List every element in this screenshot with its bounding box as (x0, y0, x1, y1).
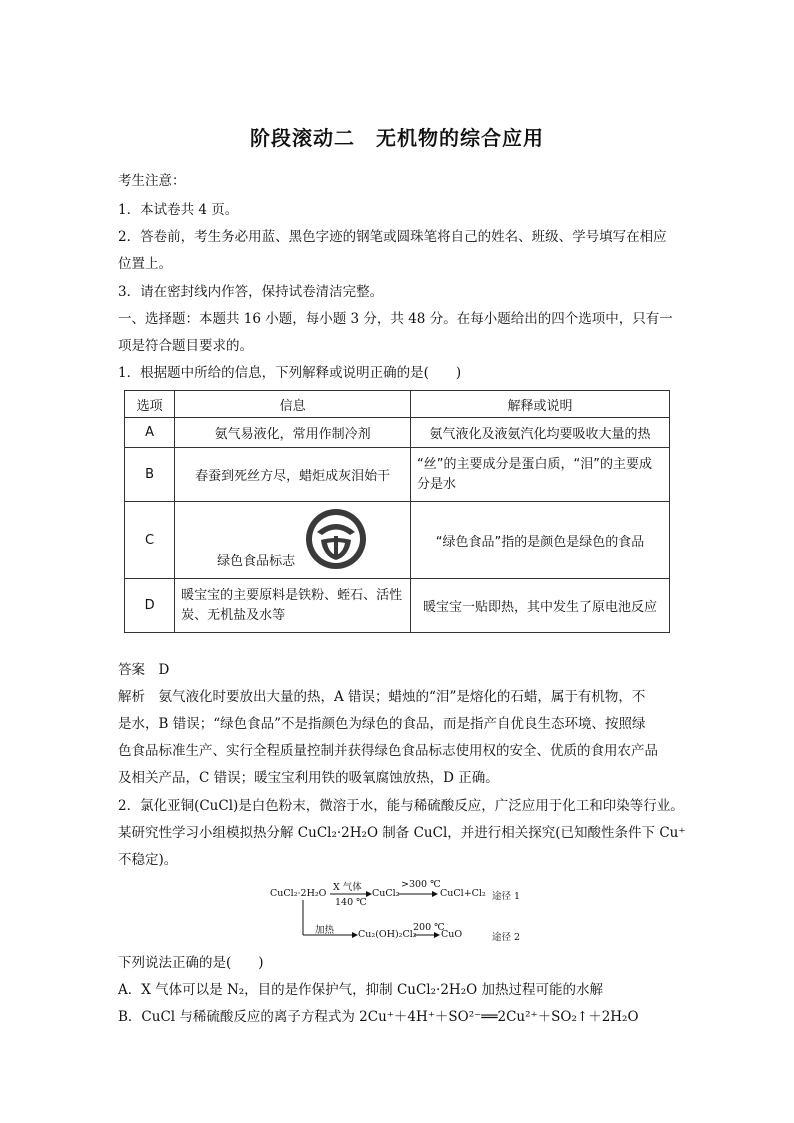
answer: 答案 D (118, 662, 170, 678)
scheme-branch-label: 加热 (315, 925, 335, 936)
question-1-stem: 1．根据题中所给的信息，下列解释或说明正确的是( ) (118, 365, 462, 381)
option-cell: A (125, 418, 175, 448)
notice-item: 2．答卷前，考生务必用蓝、黑色字迹的钢笔或圆珠笔将自己的姓名、班级、学号填写在相应 (118, 229, 667, 245)
question-2-stem: 不稳定)。 (118, 852, 178, 868)
option-a: A．X 气体可以是 N₂，目的是作保护气，抑制 CuCl₂·2H₂O 加热过程可能的水解 (118, 982, 603, 998)
scheme-arrow2-temp: >300 ℃ (401, 879, 441, 890)
table-row (125, 418, 670, 448)
section-instructions: 一、选择题：本题共 16 小题，每小题 3 分，共 48 分。在每小题给出的四个选项中，只有一 (118, 311, 673, 327)
explanation-cell: 氨气液化及液氨汽化均要吸收大量的热 (411, 418, 670, 448)
table-header: 选项 (125, 391, 175, 418)
green-food-logo-label: 绿色食品标志 (217, 554, 296, 569)
option-cell: D (125, 579, 175, 633)
scheme-intermediate: Cu₂(OH)₂Cl₂ (358, 929, 417, 940)
option-cell: B (125, 448, 175, 502)
info-cell: 春蚕到死丝方尽，蜡炬成灰泪始干 (175, 448, 411, 502)
analysis-line: 及相关产品，C 错误；暖宝宝利用铁的吸氧腐蚀放热，D 正确。 (118, 770, 499, 786)
explanation-cell: “绿色食品”指的是颜色是绿色的食品 (411, 502, 670, 579)
explanation-cell: 暖宝宝一贴即热，其中发生了原电池反应 (411, 579, 670, 633)
info-cell: 暖宝宝的主要原料是铁粉、蛭石、活性炭、无机盐及水等 (175, 579, 411, 633)
section-instructions: 项是符合题目要求的。 (118, 338, 253, 354)
option-b: B．CuCl 与稀硫酸反应的离子方程式为 2Cu⁺＋4H⁺＋SO²⁻══2Cu²⁺＋SO₂↑＋2H₂O (118, 1009, 639, 1025)
scheme-mid: CuCl₂ (372, 888, 400, 899)
options-table (124, 390, 670, 633)
explanation-cell: “丝”的主要成分是蛋白质，“泪”的主要成分是水 (411, 448, 670, 502)
reaction-scheme (270, 878, 540, 944)
table-row (125, 502, 670, 579)
option-cell: C (125, 502, 175, 579)
question-2-prompt: 下列说法正确的是( ) (118, 955, 264, 971)
analysis-line: 色食品标准生产、实行全程质量控制并获得绿色食品标志使用权的安全、优质的食用农产品 (118, 743, 658, 759)
table-header-row (125, 391, 670, 418)
table-header: 解释或说明 (411, 391, 670, 418)
scheme-product2: CuO (441, 929, 463, 940)
question-2-stem: 2．氯化亚铜(CuCl)是白色粉末，微溶于水，能与稀硫酸反应，广泛应用于化工和印染等行业。 (118, 798, 684, 814)
analysis-line: 解析 氨气液化时要放出大量的热，A 错误；蜡烛的“泪”是熔化的石蜡，属于有机物，不 (118, 689, 646, 705)
scheme-start: CuCl₂·2H₂O (270, 888, 327, 899)
table-header: 信息 (175, 391, 411, 418)
notice-heading: 考生注意： (118, 173, 186, 189)
scheme-arrow1-condition: X 气体 (333, 882, 362, 893)
question-2-stem: 某研究性学习小组模拟热分解 CuCl₂·2H₂O 制备 CuCl，并进行相关探究(已知酸性条件下 Cu⁺ (118, 825, 686, 841)
scheme-route1: 途径 1 (492, 891, 521, 902)
notice-item: 位置上。 (118, 256, 172, 272)
scheme-route2: 途径 2 (492, 932, 521, 943)
page-title: 阶段滚动二 无机物的综合应用 (250, 126, 544, 150)
analysis-line: 是水，B 错误；“绿色食品”不是指颜色为绿色的食品，而是指产自优良生态环境、按照绿 (118, 716, 646, 732)
notice-item: 3．请在密封线内作答，保持试卷清洁完整。 (118, 284, 384, 300)
scheme-product1: CuCl+Cl₂ (440, 888, 486, 899)
scheme-arrow1-temp: 140 ℃ (335, 897, 367, 908)
notice-item: 1．本试卷共 4 页。 (118, 202, 239, 218)
scheme-arrow3-temp: 200 ℃ (413, 922, 445, 933)
info-cell (175, 502, 411, 579)
info-cell: 氨气易液化，常用作制冷剂 (175, 418, 411, 448)
green-food-logo-icon (303, 506, 369, 572)
table-row (125, 448, 670, 502)
table-row (125, 579, 670, 633)
